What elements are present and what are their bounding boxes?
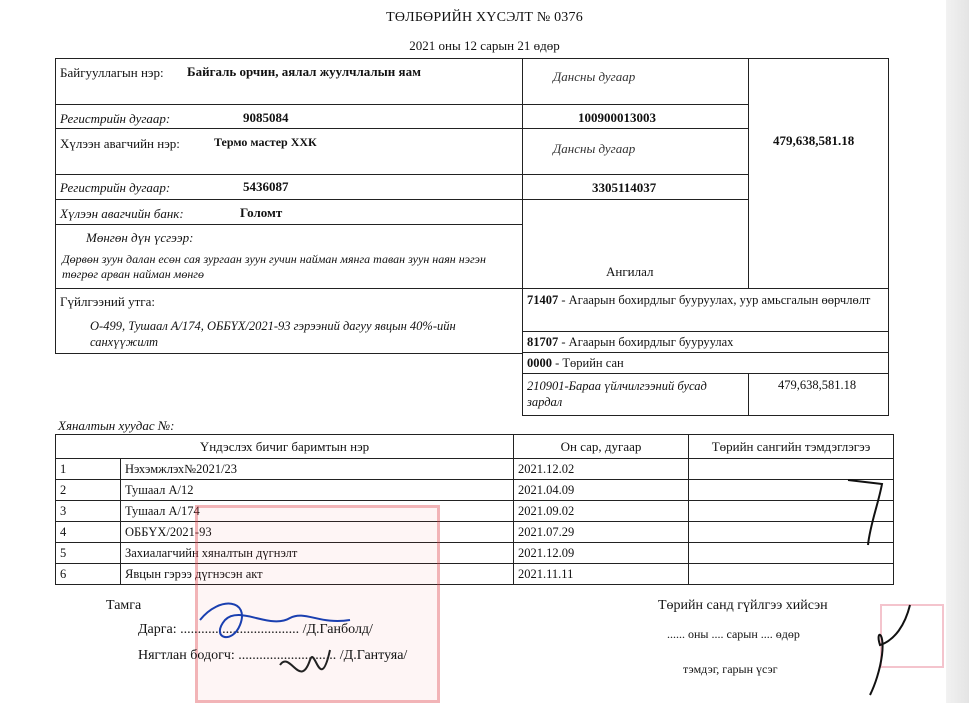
receiver-name: Термо мастер ХХК <box>214 135 317 149</box>
page-edge-shadow <box>946 0 969 703</box>
row-number: 2 <box>56 480 121 501</box>
document-date: 2021.07.29 <box>514 522 689 543</box>
treasury-mark <box>689 564 894 585</box>
head-dots: .................................. <box>180 622 300 637</box>
row-number: 3 <box>56 501 121 522</box>
expense-text: 210901-Бараа үйлчилгээний бусад зардал <box>527 379 707 409</box>
receiver-name-label: Хүлээн авагчийн нэр: <box>60 136 180 151</box>
classification-code-1: 71407 <box>527 293 559 307</box>
classification-row-1: 71407 - Агаарын бохирдлыг бууруулах, уур амьсгалын өөрчлөлт <box>527 293 871 307</box>
payer-account-number: 100900013003 <box>578 110 656 125</box>
stamp-label: Тамга <box>106 598 142 613</box>
payer-reg-label: Регистрийн дугаар: <box>60 111 171 126</box>
purpose-text: О-499, Тушаал А/174, ОББҮХ/2021-93 гэрээний дагуу явцын 40%-ийн санхүүжилт <box>90 319 456 349</box>
document-name: Явцын гэрээ дүгнэсэн акт <box>121 564 514 585</box>
head-name: /Д.Ганболд/ <box>302 622 373 637</box>
payer-account-label: Дансны дугаар <box>553 69 636 84</box>
classification-row-3: 0000 - Төрийн сан <box>527 356 624 370</box>
total-amount: 479,638,581.18 <box>773 133 855 148</box>
classification-text-3: Төрийн сан <box>562 356 624 370</box>
receiver-account-label: Дансны дугаар <box>553 141 636 156</box>
receiver-bank: Голомт <box>240 205 283 220</box>
documents-header-row <box>56 435 894 459</box>
classification-text-1: Агаарын бохирдлыг бууруулах, уур амьсгалын өөрчлөлт <box>568 293 871 307</box>
purpose-label: Гүйлгээний утга: <box>60 294 155 309</box>
row-number: 6 <box>56 564 121 585</box>
treasury-title: Төрийн санд гүйлгээ хийсэн <box>658 598 828 613</box>
document-date: 2021.11.11 <box>514 564 689 585</box>
accountant-dots: ............................ <box>238 648 337 663</box>
document-name: Тушаал А/174 <box>121 501 514 522</box>
document-name: ОББҮХ/2021-93 <box>121 522 514 543</box>
head-signature-icon <box>180 590 380 703</box>
receiver-account-number: 3305114037 <box>592 180 657 195</box>
treasury-signature-icon <box>860 600 920 700</box>
treasury-check-icon <box>840 470 890 550</box>
documents-table <box>55 434 894 585</box>
documents-header-name: Үндэслэх бичиг баримтын нэр <box>56 435 514 459</box>
payer-reg-number: 9085084 <box>243 110 289 125</box>
receiver-reg-number: 5436087 <box>243 179 289 194</box>
accountant-label: Нягтлан бодогч: <box>138 648 235 663</box>
accountant-name: /Д.Гантуяа/ <box>339 648 408 663</box>
table-row <box>56 501 894 522</box>
document-name: Захиалагчийн хяналтын дүгнэлт <box>121 543 514 564</box>
document-date: 2021 оны 12 сарын 21 өдөр <box>409 38 560 53</box>
document-name: Тушаал А/12 <box>121 480 514 501</box>
row-number: 1 <box>56 459 121 480</box>
receiver-bank-label: Хүлээн авагчийн банк: <box>60 206 184 221</box>
row-number: 5 <box>56 543 121 564</box>
classification-row-2: 81707 - Агаарын бохирдлыг бууруулах <box>527 335 734 349</box>
payer-org-name: Байгаль орчин, аялал жуулчлалын яам <box>187 64 421 79</box>
classification-label: Ангилал <box>606 264 654 279</box>
amount-words-text: Дөрвөн зуун далан есөн сая зургаан зуун гучин найман мянга таван зуун наян нэгэн төгрөг арван найман мөнгө <box>62 252 486 281</box>
classification-code-3: 0000 <box>527 356 552 370</box>
payer-org-label: Байгууллагын нэр: <box>60 65 164 80</box>
row-number: 4 <box>56 522 121 543</box>
table-row <box>56 564 894 585</box>
classification-code-2: 81707 <box>527 335 559 349</box>
document-date: 2021.04.09 <box>514 480 689 501</box>
treasury-sign-label: тэмдэг, гарын үсэг <box>683 662 778 676</box>
document-date: 2021.12.09 <box>514 543 689 564</box>
document-name: Нэхэмжлэх№2021/23 <box>121 459 514 480</box>
table-row <box>56 522 894 543</box>
head-label: Дарга: <box>138 622 177 637</box>
treasury-date: ...... оны .... сарын .... өдөр <box>667 627 800 641</box>
classification-text-2: Агаарын бохирдлыг бууруулах <box>568 335 734 349</box>
documents-header-date: Он сар, дугаар <box>514 435 689 459</box>
table-row <box>56 480 894 501</box>
control-sheet-label: Хяналтын хуудас №: <box>58 418 175 433</box>
document-date: 2021.12.02 <box>514 459 689 480</box>
table-row <box>56 459 894 480</box>
expense-amount: 479,638,581.18 <box>778 378 857 392</box>
document-title: ТӨЛБӨРИЙН ХҮСЭЛТ № 0376 <box>386 10 583 25</box>
amount-words-label: Мөнгөн дүн үсгээр: <box>86 230 194 245</box>
documents-header-treasury: Төрийн сангийн тэмдэглэгээ <box>689 435 894 459</box>
receiver-reg-label: Регистрийн дугаар: <box>60 180 171 195</box>
table-row <box>56 543 894 564</box>
document-date: 2021.09.02 <box>514 501 689 522</box>
